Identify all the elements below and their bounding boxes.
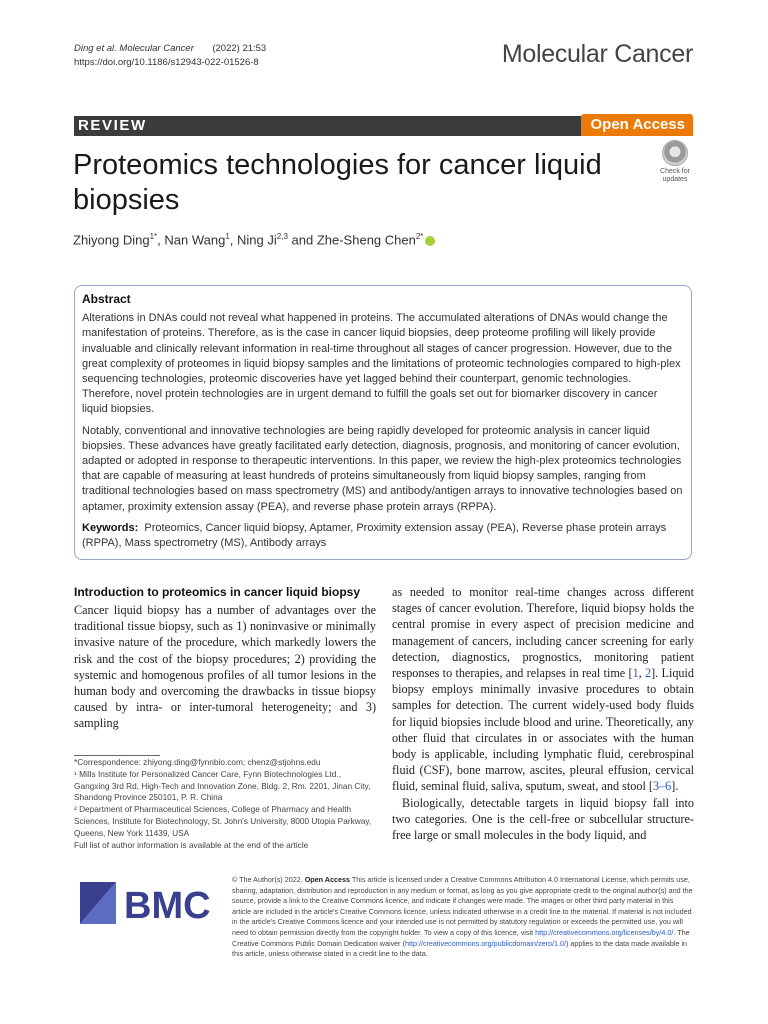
body-paragraph [392,584,694,795]
open-access-badge: Open Access [581,114,694,136]
doi-link[interactable]: https://doi.org/10.1186/s12943-022-01526-8 [74,57,259,68]
keywords-label: Keywords: [82,521,139,534]
right-column [392,584,694,843]
author-name[interactable]: Nan Wang [164,232,226,248]
abstract [82,292,684,557]
body-paragraph: Biologically, detectable targets in liquid biopsy fall into two categories. One is the cell-free or subcellular structure-free large or small molecules in the body liquid, and [392,795,694,843]
author-name[interactable]: Ning Ji [237,232,277,248]
journal-name: Molecular Cancer [501,40,693,68]
author-affiliation-sup: 1* [149,232,158,241]
year-volume: (2022) 21:53 [212,43,267,54]
check-updates-label: Check for updates [660,168,690,183]
author-name[interactable]: Zhiyong Ding [73,232,150,248]
reference-link[interactable]: 3–6 [652,779,672,794]
footnotes [74,757,376,851]
body-text-segment: as needed to monitor real-time changes across different stages of cancer evolution. Therefore, liquid biopsy holds the central promise in every aspect of precision medicine and management of cancers, including cancer screening for early detection, diagnostics, prognostics, monitoring patient responses to therapies, and relapses in real time [ [392,585,694,681]
affiliation: ¹ Mills Institute for Personalized Cancer Care, Fynn Biotechnologies Ltd., Gangxing 3rd Rd, High-Tech and Innovation Zone, Bldg. 2, Rm. 2201, Jinan City, Shandong Province 250101, P. R. China [74,768,371,803]
header-meta [74,42,266,70]
correspondence: *Correspondence: zhiyong.ding@fynnbio.com; chenz@stjohns.edu [74,757,321,767]
author-affiliation-sup: 2,3 [276,232,288,241]
keywords-list: Proteomics, Cancer liquid biopsy, Aptamer, Proximity extension assay (PEA), Reverse phase protein arrays (RPPA), Mass spectrometry (MS), Antibody arrays [82,521,667,550]
body-text-segment: ]. [671,779,679,794]
orcid-icon[interactable] [425,236,435,246]
check-updates-button[interactable] [654,140,696,184]
reference-link[interactable]: 2 [645,666,652,681]
article-title: Proteomics technologies for cancer liquid biopsies [73,149,602,216]
license-end: ) applies to the data made available in this article, unless otherwise stated in a credit line to the data. [232,938,688,959]
abstract-paragraph: Alterations in DNAs could not reveal what happened in proteins. The accumulated alterations of DNAs would change the manifestation of proteins. Therefore, as is the case in cancer liquid biopsies, deep proteome profiling will likely provide invaluable and clinically relevant information in real-time throughout all stages of cancer progression. However, due to the great complexity of proteomes in liquid biopsy samples and the limitations of proteomic technologies compared to high-plex sequencing technologies, proteomic discoveries have yet lagged behind their counterpart, genomic technologies. Therefore, novel protein technologies are in urgent demand to fulfill the goals set out for biomarker discovery in cancer liquid biopsies. [82,312,681,416]
keywords [82,521,684,551]
author-list [73,232,435,247]
public-domain-link[interactable]: http://creativecommons.org/publicdomain/zero/1.0/ [404,938,566,948]
author-info-note: Full list of author information is available at the end of the article [74,839,309,850]
license-prefix: © The Author(s) 2022. [232,875,303,884]
left-column [74,584,376,732]
article-type-label: REVIEW [78,117,147,134]
bmc-logo-text: BMC [124,885,211,927]
author-separator: , [229,232,238,248]
body-text-segment: ]. Liquid biopsy employs minimally invasive procedures to obtain samples for detection. The current widely-used body fluids for liquid biopsies include blood and urine. Theoretically, any other fluid that circulates in or associates with the human body is applicable, including lymphatic fluid, cerebrospinal fluid (CSF), bone marrow, ascites, pleural effusion, cervical fluid, seminal fluid, saliva, sputum, sweat, and stool [ [392,666,695,794]
affiliation: ² Department of Pharmaceutical Sciences, College of Pharmacy and Health Sciences, Institute for Biotechnology, St. John's University, 8000 Utopia Parkway, Queens, New York 11439, USA [74,804,372,838]
license-link[interactable]: http://creativecommons.org/licenses/by/4.0/ [535,927,674,937]
license-body: This article is licensed under a Creative Commons Attribution 4.0 International License, which permits use, sharing, adaptation, distribution and reproduction in any medium or format, as long as you give appropriate credit to the original author(s) and the source, provide a link to the Creative Commons licence, and indicate if changes were made. The images or other third party material in this article are included in the article's Creative Commons licence, unless indicated otherwise in a credit line to the material. If material is not included in the article's Creative Commons licence and your intended use is not permitted by statutory regulation or exceeds the permitted use, you will need to obtain permission directly from the copyright holder. To view a copy of this licence, visit [232,875,693,937]
section-heading: Introduction to proteomics in cancer liquid biopsy [74,585,361,599]
footnote-divider [74,755,160,756]
author-affiliation-sup: 2* [415,232,424,241]
bmc-logo [80,878,215,928]
reference-separator: , [638,666,646,681]
abstract-heading: Abstract [82,292,131,306]
license-mid: . The Creative Commons Public Domain Dedication waiver ( [232,927,690,948]
license-open-access: Open Access [304,875,350,884]
abstract-paragraph: Notably, conventional and innovative technologies are being rapidly developed for proteomic analysis in cancer liquid biopsies. These advances have greatly facilitated early detection, diagnosis, prognosis, and monitoring of cancer evolution, adapted or adopted in response to therapeutic interventions. In this paper, we review the high-plex proteomics technologies that are capable of measuring at least hundreds of proteins simultaneously from liquid biopsy samples, ranging from traditional technologies based on mass spectrometry (MS) and antibody/antigen arrays to innovative technologies based on aptamer, proximity extension assay (PEA), and reverse phase protein arrays (RPPA). [82,424,683,513]
reference-link[interactable]: 1 [632,666,639,681]
author-affiliation-sup: 1 [225,232,230,241]
citation: Ding et al. Molecular Cancer [74,43,194,54]
license-text [232,875,694,960]
author-separator: and [287,232,317,248]
author-name[interactable]: Zhe-Sheng Chen [316,232,416,248]
body-paragraph: Cancer liquid biopsy has a number of advantages over the traditional tissue biopsy, such as 1) noninvasive or minimally invasive nature of the procedure, which markedly lowers the risk and the cost of the biopsy procedures; 2) providing the systemic and homogenous profiles of all tumor lesions in the human body and overcoming the drawbacks in tissue biopsy caused by intra- or inter-tumoral heterogeneity; and 3) sampling [74,603,376,731]
author-separator: , [157,232,165,248]
check-updates-icon [662,140,688,166]
